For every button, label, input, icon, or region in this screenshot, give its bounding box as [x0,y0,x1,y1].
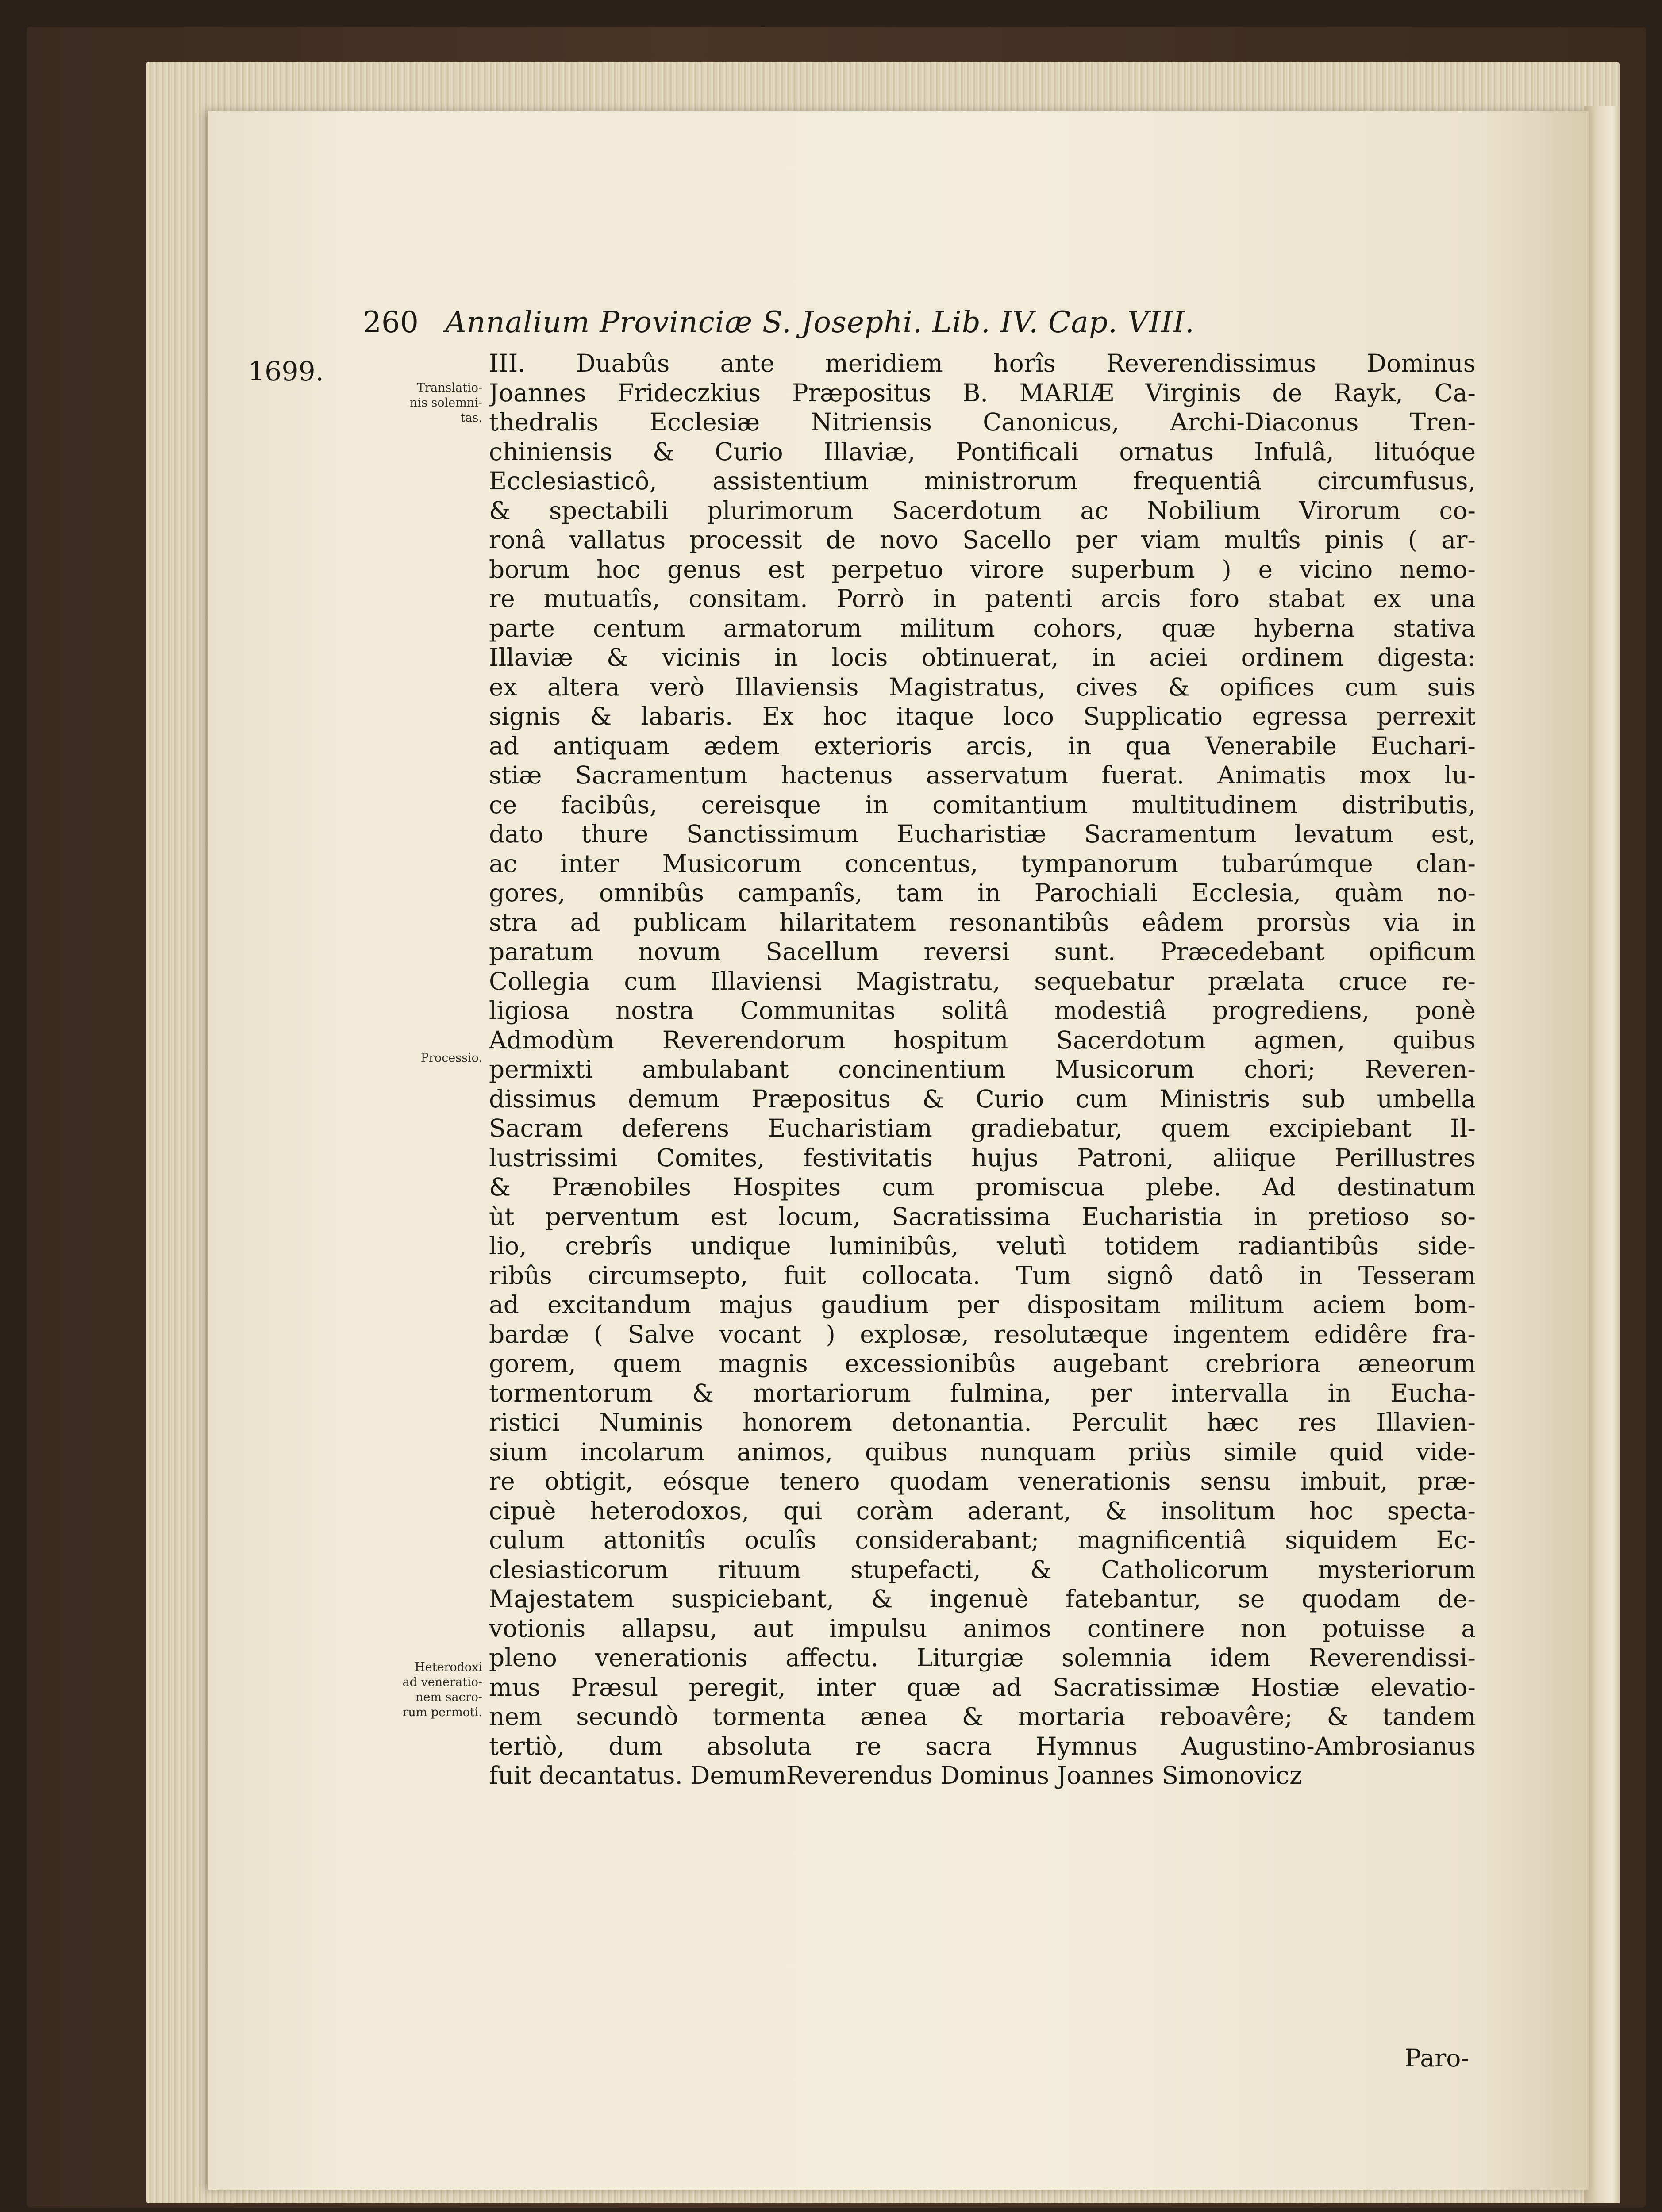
text-line: fuit decantatus. DemumReverendus Dominus Joannes Simonovicz [489,1761,1302,1790]
page-number: 260 [363,305,419,339]
header-title: Annalium Provinciæ S. Josephi. Lib. IV. Cap. VIII. [445,305,1195,339]
text-line: mus Præsul peregit, inter quæ ad Sacratissimæ Hostiæ elevatio- [489,1673,1476,1701]
text-line: stiæ Sacramentum hactenus asservatum fuerat. Animatis mox lu- [489,761,1476,789]
text-line: Joannes Frideczkius Præpositus B. MARIÆ Virginis de Rayk, Ca- [489,378,1476,407]
text-line: ac inter Musicorum concentus, tympanorum tubarúmque clan- [489,849,1476,878]
text-line: Sacram deferens Eucharistiam gradiebatur, quem excipiebant Il- [489,1114,1476,1142]
text-line: permixti ambulabant concinentium Musicorum chori; Reveren- [489,1055,1476,1083]
text-line: ronâ vallatus processit de novo Sacello per viam multîs pinis ( ar- [489,526,1476,554]
body-text [489,349,1476,1790]
text-line: nem secundò tormenta ænea & mortaria reboavêre; & tandem [489,1702,1476,1731]
text-line: ad excitandum majus gaudium per dispositam militum aciem bom- [489,1290,1476,1319]
text-line: ribûs circumsepto, fuit collocata. Tum signô datô in Tesseram [489,1261,1476,1290]
text-line: parte centum armatorum militum cohors, quæ hyberna stativa [489,614,1476,642]
text-line: ristici Numinis honorem detonantia. Perculit hæc res Illavien- [489,1408,1476,1436]
text-line: signis & labaris. Ex hoc itaque loco Supplicatio egressa perrexit [489,702,1476,730]
text-line: cipuè heterodoxos, qui coràm aderant, & insolitum hoc specta- [489,1496,1476,1525]
text-line: chiniensis & Curio Illaviæ, Pontificali ornatus Infulâ, lituóque [489,437,1476,466]
catchword: Paro- [1404,2044,1469,2072]
text-line: paratum novum Sacellum reversi sunt. Præcedebant opificum [489,937,1476,966]
text-line: III. Duabûs ante meridiem horîs Reverendissimus Dominus [489,349,1476,377]
margin-note-heterodoxi: Heterodoxi ad veneratio- nem sacro- rum permoti. [402,1660,482,1719]
text-line: dissimus demum Præpositus & Curio cum Ministris sub umbella [489,1084,1476,1113]
page-gutter [1584,106,1620,2203]
text-line: bardæ ( Salve vocant ) explosæ, resolutæque ingentem edidêre fra- [489,1320,1476,1348]
text-line: dato thure Sanctissimum Eucharistiæ Sacramentum levatum est, [489,820,1476,848]
text-line: re mutuatîs, consitam. Porrò in patenti arcis foro stabat ex una [489,584,1476,613]
text-line: lustrissimi Comites, festivitatis hujus Patroni, aliique Perillustres [489,1143,1476,1172]
text-line: culum attonitîs oculîs considerabant; magnificentiâ siquidem Ec- [489,1526,1476,1554]
margin-note-translatio: Translatio- nis solemni- tas. [410,381,482,425]
text-line: pleno venerationis affectu. Liturgiæ solemnia idem Reverendissi- [489,1644,1476,1672]
text-line: Collegia cum Illaviensi Magistratu, sequebatur prælata cruce re- [489,967,1476,995]
text-line: tertiò, dum absoluta re sacra Hymnus Augustino-Ambrosianus [489,1732,1476,1760]
text-line: thedralis Ecclesiæ Nitriensis Canonicus, Archi-Diaconus Tren- [489,408,1476,436]
text-line: lio, crebrîs undique luminibûs, velutì totidem radiantibûs side- [489,1232,1476,1260]
text-line: Ecclesiasticô, assistentium ministrorum frequentiâ circumfusus, [489,467,1476,495]
text-line: ùt perventum est locum, Sacratissima Eucharistia in pretioso so- [489,1202,1476,1231]
text-line: re obtigit, eósque tenero quodam venerationis sensu imbuit, præ- [489,1467,1476,1495]
text-line: votionis allapsu, aut impulsu animos continere non potuisse a [489,1614,1476,1643]
text-line: clesiasticorum rituum stupefacti, & Catholicorum mysteriorum [489,1555,1476,1584]
text-line: ex altera verò Illaviensis Magistratus, cives & opifices cum suis [489,672,1476,701]
margin-note-processio: Processio. [420,1051,482,1065]
text-line: borum hoc genus est perpetuo virore superbum ) e vicino nemo- [489,555,1476,584]
text-line: gorem, quem magnis excessionibûs augebant crebriora æneorum [489,1349,1476,1378]
text-line: ce facibûs, cereisque in comitantium multitudinem distributis, [489,790,1476,819]
text-line: & spectabili plurimorum Sacerdotum ac Nobilium Virorum co- [489,496,1476,525]
running-head [363,305,1367,339]
text-line: tormentorum & mortariorum fulmina, per intervalla in Eucha- [489,1379,1476,1407]
text-line: & Prænobiles Hospites cum promiscua plebe. Ad destinatum [489,1173,1476,1201]
text-line: stra ad publicam hilaritatem resonantibûs eâdem prorsùs via in [489,908,1476,937]
text-line: Admodùm Reverendorum hospitum Sacerdotum agmen, quibus [489,1025,1476,1054]
text-line: Illaviæ & vicinis in locis obtinuerat, in aciei ordinem digesta: [489,643,1476,672]
margin-year: 1699. [248,356,324,387]
text-line: sium incolarum animos, quibus nunquam priùs simile quid vide- [489,1437,1476,1466]
text-line: ligiosa nostra Communitas solitâ modestiâ progrediens, ponè [489,996,1476,1025]
text-line: ad antiquam ædem exterioris arcis, in qua Venerabile Euchari- [489,731,1476,760]
text-line: gores, omnibûs campanîs, tam in Parochiali Ecclesia, quàm no- [489,879,1476,907]
text-line: Majestatem suspiciebant, & ingenuè fatebantur, se quodam de- [489,1585,1476,1613]
